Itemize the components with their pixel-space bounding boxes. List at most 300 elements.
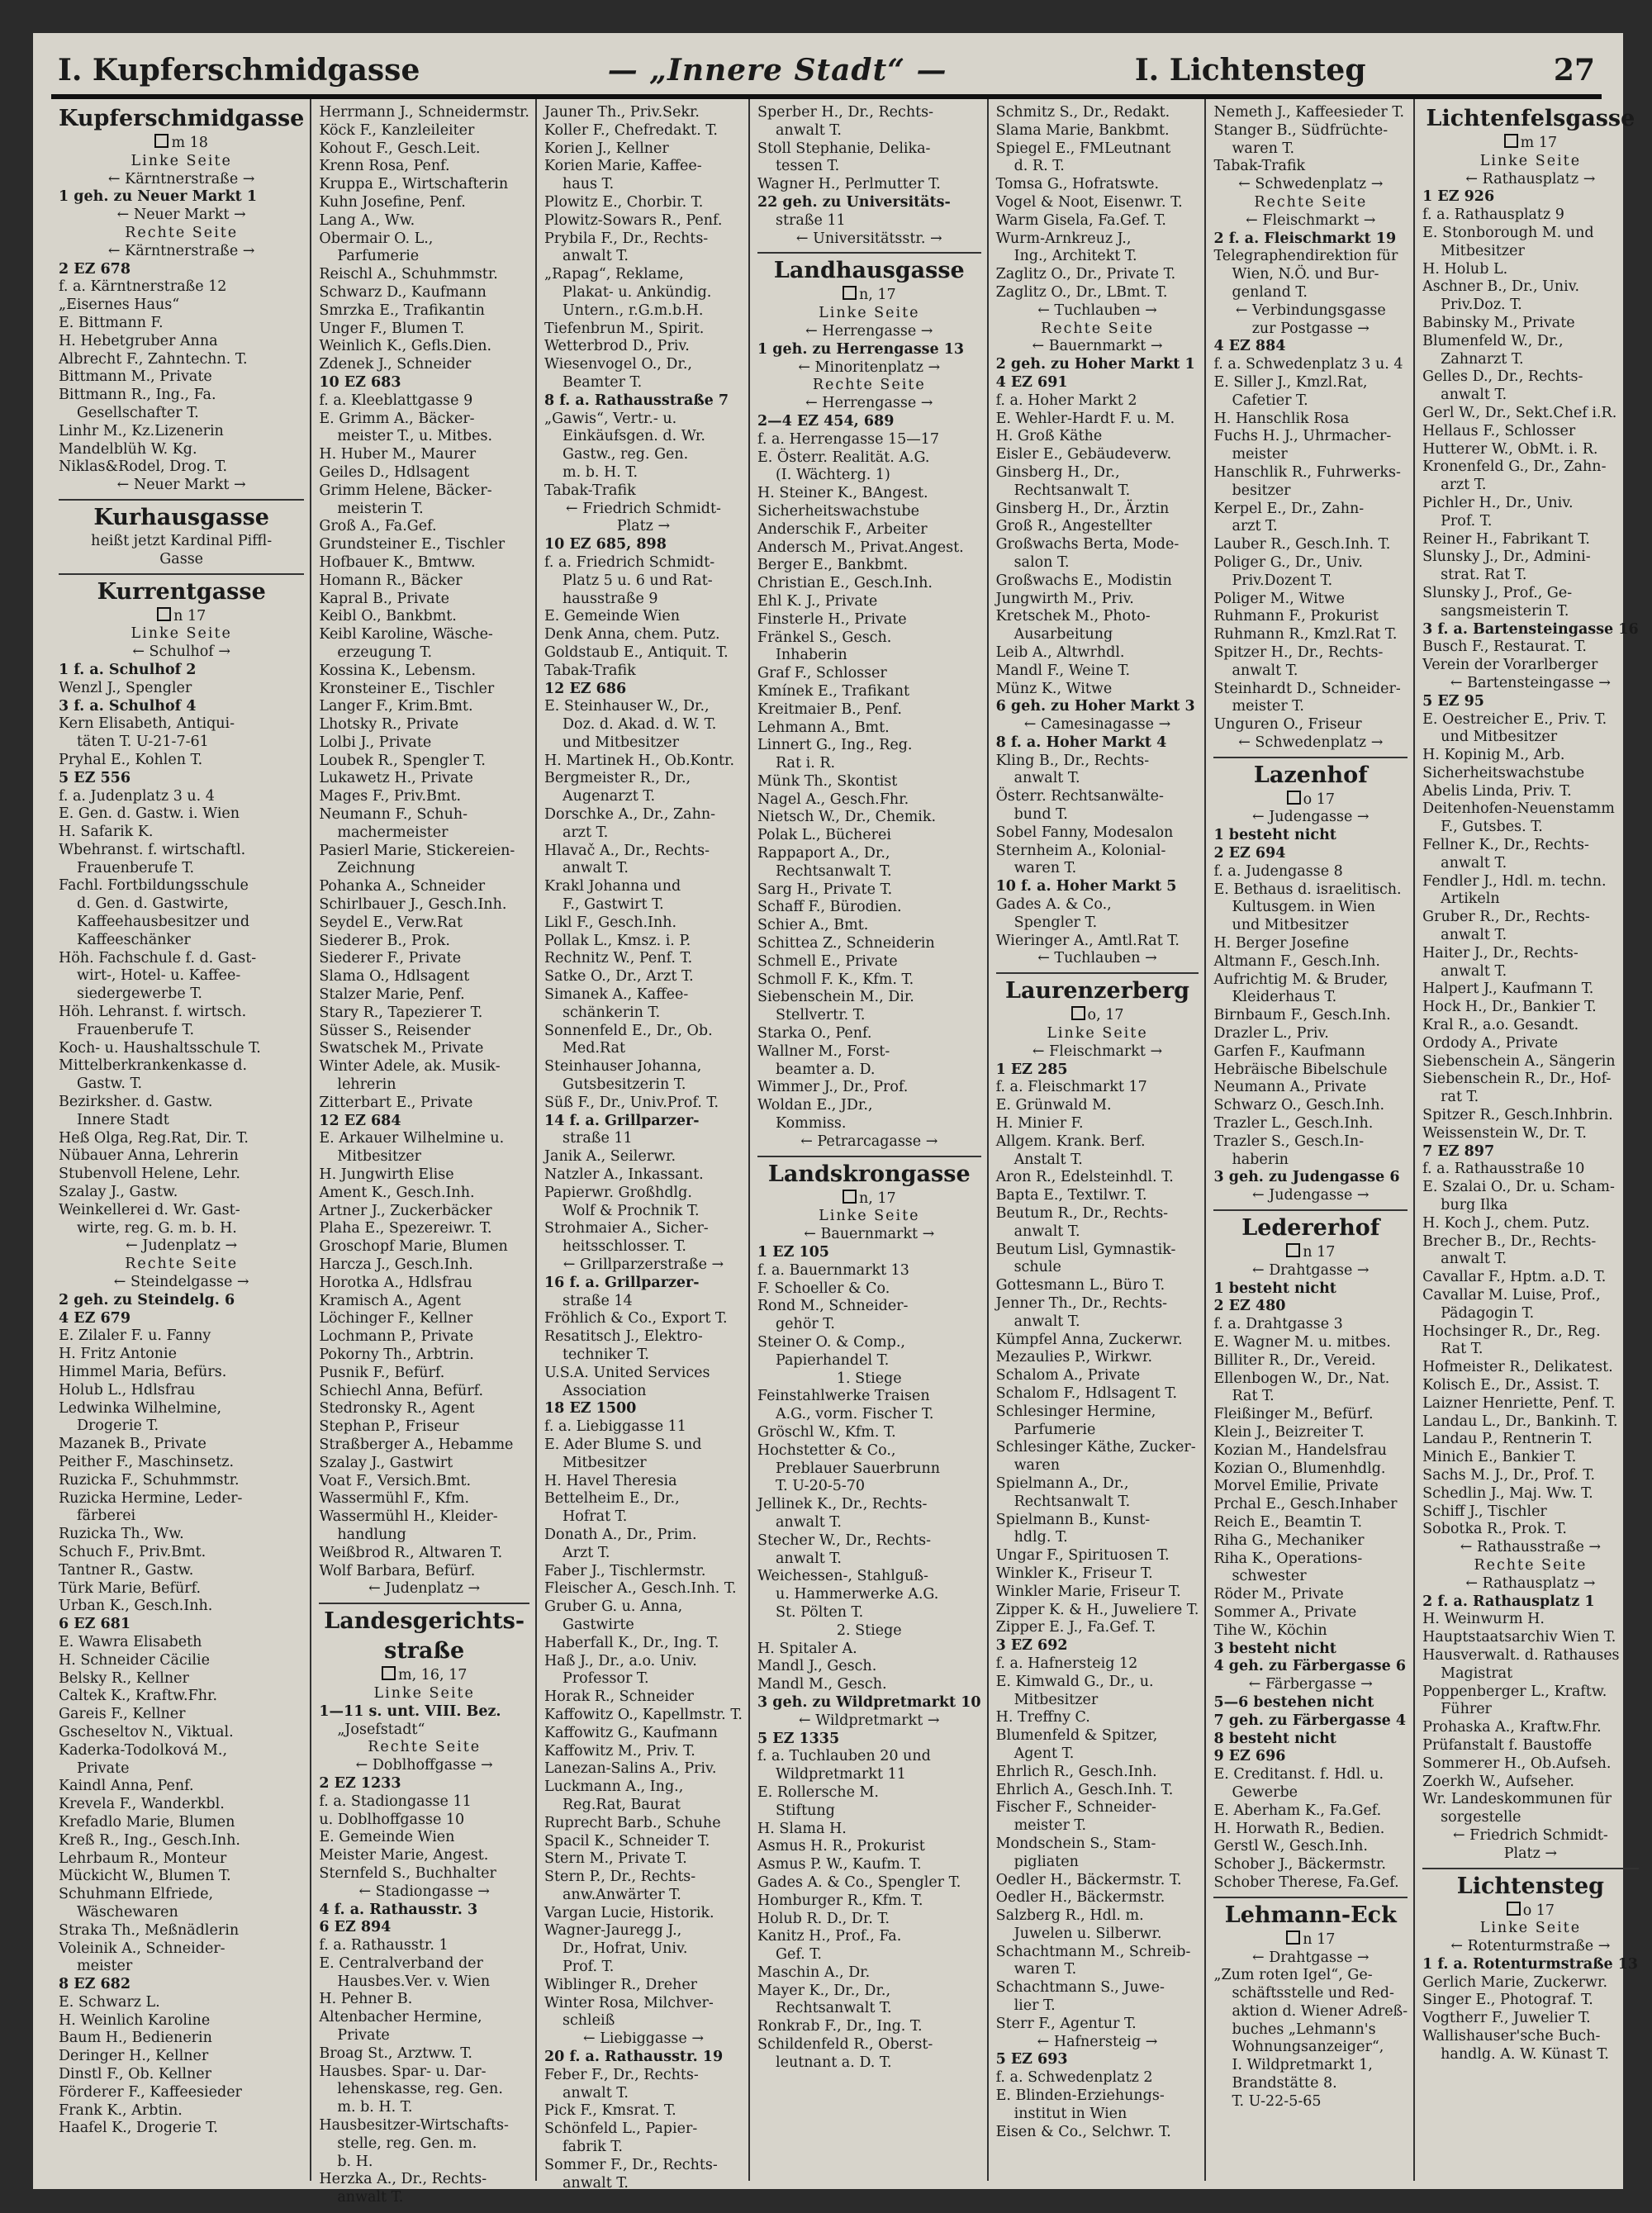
entry-continuation: sangsmeisterin T. bbox=[1441, 602, 1569, 620]
resident-entry: Starka O., Penf. bbox=[757, 1025, 872, 1042]
resident-entry: Oedler H., Bäckermstr. T. bbox=[995, 1871, 1182, 1888]
entry-continuation: Med.Rat bbox=[563, 1040, 626, 1057]
resident-entry: Vogtherr F., Juwelier T. bbox=[1422, 2010, 1591, 2027]
entry-continuation: anwalt T. bbox=[1441, 962, 1507, 980]
cross-street: ← Universitätsstr. → bbox=[795, 230, 942, 247]
resident-entry: Spiegel E., FMLeutnant bbox=[995, 140, 1171, 157]
resident-entry: Satke O., Dr., Arzt T. bbox=[544, 968, 694, 985]
entry-continuation: strat. Rat T. bbox=[1441, 567, 1527, 584]
resident-entry: Sachs M. J., Dr., Prof. T. bbox=[1422, 1466, 1596, 1484]
resident-entry: Zipper E. J., Fa.Gef. T. bbox=[995, 1619, 1156, 1636]
house-number-entry: 2 geh. zu Steindelg. 6 bbox=[59, 1291, 235, 1308]
resident-entry: E. Gemeinde Wien bbox=[544, 608, 681, 625]
entry-continuation: lehrerin bbox=[337, 1076, 396, 1094]
entry-continuation: A.G., vorm. Fischer T. bbox=[775, 1406, 934, 1423]
entry-continuation: meister T. bbox=[1014, 1817, 1087, 1835]
resident-entry: Schönfeld L., Papier- bbox=[544, 2120, 698, 2138]
resident-entry: f. a. Rathausstraße 10 bbox=[1422, 1161, 1585, 1178]
resident-entry: Ellenbogen W., Dr., Nat. bbox=[1213, 1370, 1390, 1387]
resident-entry: Wagner H., Perlmutter T. bbox=[757, 176, 941, 193]
entry-continuation: Kaffeeschänker bbox=[77, 931, 191, 948]
resident-entry: Artner J., Zuckerbäcker bbox=[319, 1202, 492, 1219]
resident-entry: Spielmann A., Dr., bbox=[995, 1475, 1129, 1492]
entry-continuation: Gewerbe bbox=[1232, 1783, 1298, 1801]
resident-entry: Cavallar M. Luise, Prof., bbox=[1422, 1287, 1601, 1304]
entry-continuation: anwalt T. bbox=[1014, 1313, 1080, 1330]
square-icon bbox=[1504, 134, 1518, 148]
resident-entry: Singer E., Photograf. T. bbox=[1422, 1992, 1593, 2009]
resident-entry: Ehl K. J., Private bbox=[757, 592, 878, 610]
resident-entry: Ginsberg H., Dr., Ärztin bbox=[995, 500, 1170, 517]
resident-entry: Schirlbauer J., Gesch.Inh. bbox=[319, 896, 507, 914]
resident-entry: Fachl. Fortbildungsschule bbox=[59, 877, 249, 895]
resident-entry: Pichler H., Dr., Univ. bbox=[1422, 494, 1574, 511]
resident-entry: Goldstaub E., Antiquit. T. bbox=[544, 643, 729, 661]
resident-entry: Lukawetz H., Private bbox=[319, 770, 473, 787]
resident-entry: Natzler A., Inkassant. bbox=[544, 1166, 704, 1184]
entry-continuation: wirt-, Hotel- u. Kaffee- bbox=[77, 967, 241, 985]
resident-entry: Ledwinka Wilhelmine, bbox=[59, 1399, 222, 1417]
resident-entry: Jauner Th., Priv.Sekr. bbox=[544, 104, 700, 121]
cross-street: ← Herrengasse → bbox=[805, 322, 933, 340]
resident-entry: Lehrbaum R., Monteur bbox=[59, 1850, 227, 1867]
side-label: Linke Seite bbox=[1047, 1025, 1148, 1042]
resident-entry: Pokorny Th., Arbtrin. bbox=[319, 1346, 474, 1363]
resident-entry: Großwachs Berta, Mode- bbox=[995, 536, 1180, 553]
resident-entry: Ruhmann R., Kmzl.Rat T. bbox=[1213, 626, 1398, 643]
entry-continuation: St. Pölten T. bbox=[775, 1603, 864, 1621]
resident-entry: Schober Therese, Fa.Gef. bbox=[1213, 1873, 1399, 1891]
cross-street: ← Verbindungsgasse bbox=[1235, 302, 1386, 319]
resident-entry: Sicherheitswachstube bbox=[757, 502, 919, 520]
cross-street: ← Färbergasse → bbox=[1248, 1676, 1373, 1693]
entry-continuation: Rechtsanwalt T. bbox=[1014, 1493, 1131, 1510]
entry-continuation: Mitbesitzer bbox=[1441, 242, 1525, 259]
cross-street: 2. Stiege bbox=[836, 1622, 902, 1639]
resident-entry: Riha G., Mechaniker bbox=[1213, 1532, 1365, 1549]
resident-entry: Schildenfeld R., Oberst- bbox=[757, 2036, 933, 2054]
resident-entry: Luckmann A., Ing., bbox=[544, 1778, 684, 1796]
house-number-entry: 16 f. a. Grillparzer- bbox=[544, 1274, 700, 1291]
resident-entry: E. Schwarz L. bbox=[59, 1993, 160, 2011]
resident-entry: Vargan Lucie, Historik. bbox=[544, 1904, 714, 1921]
resident-entry: Wolf Barbara, Befürf. bbox=[319, 1562, 476, 1579]
resident-entry: Keibl O., Bankbmt. bbox=[319, 608, 457, 625]
resident-entry: Prüfanstalt f. Baustoffe bbox=[1422, 1736, 1593, 1754]
resident-entry: Langer F., Krim.Bmt. bbox=[319, 698, 473, 715]
resident-entry: Kossina K., Lebensm. bbox=[319, 662, 477, 679]
entry-continuation: Wohnungsanzeiger“, bbox=[1232, 2039, 1384, 2056]
resident-entry: Sternfeld S., Buchhalter bbox=[319, 1864, 496, 1882]
entry-continuation: Stellvertr. T. bbox=[775, 1007, 866, 1024]
resident-entry: H. Weinlich Karoline bbox=[59, 2011, 211, 2029]
resident-entry: Kmínek E., Trafikant bbox=[757, 682, 909, 700]
resident-entry: Ruzicka Th., Ww. bbox=[59, 1526, 184, 1543]
street-title: Landskrongasse bbox=[767, 1161, 971, 1187]
house-number-entry: 1 f. a. Schulhof 2 bbox=[59, 661, 197, 678]
map-grid-ref: o, 17 bbox=[996, 1006, 1199, 1025]
entry-continuation: anwalt T. bbox=[1441, 927, 1507, 944]
cross-street: ← Schwedenplatz → bbox=[1238, 734, 1384, 751]
resident-entry: Plowitz-Sowars R., Penf. bbox=[544, 211, 723, 229]
entry-continuation: Wildpretmarkt 11 bbox=[775, 1766, 906, 1783]
resident-entry: Gades A. & Co., bbox=[995, 896, 1112, 914]
resident-entry: Ordody A., Private bbox=[1422, 1034, 1559, 1052]
house-number-entry: 6 EZ 894 bbox=[319, 1919, 392, 1936]
resident-entry: Dinstl F., Ob. Kellner bbox=[59, 2066, 211, 2083]
resident-entry: Szalay J., Gastwirt bbox=[319, 1454, 453, 1471]
resident-entry: Schober J., Bäckermstr. bbox=[1213, 1856, 1386, 1873]
entry-continuation: und Mitbesitzer bbox=[1232, 917, 1349, 934]
resident-entry: Horotka A., Hdlsfrau bbox=[319, 1274, 472, 1291]
resident-entry: Kozian O., Blumenhdlg. bbox=[1213, 1460, 1386, 1477]
resident-entry: Tabak-Trafik bbox=[544, 482, 636, 499]
entry-continuation: anwalt T. bbox=[775, 1550, 842, 1567]
entry-continuation: Drogerie T. bbox=[77, 1418, 159, 1435]
resident-entry: Kaindl Anna, Penf. bbox=[59, 1778, 194, 1795]
resident-entry: Sommer F., Dr., Rechts- bbox=[544, 2156, 718, 2173]
resident-entry: Wiesenvogel O., Dr., bbox=[544, 356, 692, 373]
resident-entry: Jenner Th., Dr., Rechts- bbox=[995, 1295, 1168, 1312]
resident-entry: Korien J., Kellner bbox=[544, 140, 669, 157]
resident-entry: Grundsteiner E., Tischler bbox=[319, 536, 506, 553]
entry-continuation: Private bbox=[337, 2027, 390, 2044]
resident-entry: Pusnik F., Befürf. bbox=[319, 1364, 445, 1381]
resident-entry: „Rapag“, Reklame, bbox=[544, 266, 684, 283]
resident-entry: Nemeth J., Kaffeesieder T. bbox=[1213, 104, 1405, 121]
entry-continuation: waren bbox=[1014, 1457, 1060, 1475]
section-divider bbox=[1213, 757, 1408, 758]
resident-entry: Krevela F., Wanderkbl. bbox=[59, 1796, 225, 1813]
resident-entry: H. Steiner K., BAngest. bbox=[757, 485, 928, 502]
resident-entry: Asmus P. W., Kaufm. T. bbox=[757, 1856, 922, 1873]
resident-entry: Klein J., Beizreiter T. bbox=[1213, 1423, 1365, 1441]
entry-continuation: anwalt T. bbox=[563, 2174, 629, 2192]
resident-entry: Tabak-Trafik bbox=[1213, 158, 1306, 175]
resident-entry: Zaglitz O., Dr., LBmt. T. bbox=[995, 283, 1168, 301]
resident-entry: f. a. Friedrich Schmidt- bbox=[544, 553, 715, 571]
resident-entry: Schedlin J., Maj. Ww. T. bbox=[1422, 1484, 1593, 1502]
resident-entry: Kolisch E., Dr., Assist. T. bbox=[1422, 1376, 1600, 1394]
resident-entry: Eisler E., Gebäudeverw. bbox=[995, 446, 1172, 463]
resident-entry: H. Jungwirth Elise bbox=[319, 1166, 454, 1184]
resident-entry: Birnbaum F., Gesch.Inh. bbox=[1213, 1007, 1391, 1024]
resident-entry: Kruppa E., Wirtschafterin bbox=[319, 176, 509, 193]
resident-entry: Berger E., Bankbmt. bbox=[757, 557, 909, 574]
house-number-entry: 10 f. a. Hoher Markt 5 bbox=[995, 878, 1177, 895]
resident-entry: Schlesinger Käthe, Zucker- bbox=[995, 1439, 1196, 1456]
resident-entry: Grimm Helene, Bäcker- bbox=[319, 482, 492, 499]
entry-continuation: T. U-22-5-65 bbox=[1232, 2092, 1322, 2110]
resident-entry: H. Weinwurm H. bbox=[1422, 1611, 1545, 1628]
resident-entry: Neumann A., Private bbox=[1213, 1079, 1367, 1096]
entry-continuation: Frauenberufe T. bbox=[77, 1021, 195, 1038]
resident-entry: Jungwirth M., Priv. bbox=[995, 590, 1134, 607]
resident-entry: Herzka A., Dr., Rechts- bbox=[319, 2171, 487, 2188]
resident-entry: Tabak-Trafik bbox=[544, 662, 636, 679]
resident-entry: Mückicht W., Blumen T. bbox=[59, 1868, 231, 1885]
house-number-entry: 8 f. a. Rathausstraße 7 bbox=[544, 392, 729, 409]
house-number-entry: 2 EZ 694 bbox=[1213, 845, 1286, 862]
resident-entry: f. a. Herrengasse 15—17 bbox=[757, 430, 940, 448]
resident-entry: E. Wagner M. u. mitbes. bbox=[1213, 1334, 1391, 1351]
cross-street: ← Wildpretmarkt → bbox=[799, 1712, 940, 1729]
resident-entry: Krakl Johanna und bbox=[544, 878, 681, 895]
resident-entry: H. Martinek H., Ob.Kontr. bbox=[544, 752, 735, 769]
entry-continuation: Zahnarzt T. bbox=[1441, 350, 1524, 368]
resident-entry: Likl F., Gesch.Inh. bbox=[544, 914, 677, 931]
resident-entry: Schuch F., Priv.Bmt. bbox=[59, 1543, 206, 1560]
resident-entry: Linhr M., Kz.Lizenerin bbox=[59, 422, 224, 439]
resident-entry: H. Kopinig M., Arb. bbox=[1422, 747, 1565, 764]
resident-entry: Gerstl W., Gesch.Inh. bbox=[1213, 1838, 1368, 1855]
resident-entry: Hochsinger R., Dr., Reg. bbox=[1422, 1323, 1601, 1340]
entry-continuation: Plakat- u. Ankündig. bbox=[563, 283, 712, 301]
entry-continuation: anwalt T. bbox=[1232, 662, 1298, 679]
resident-entry: Meister Marie, Angest. bbox=[319, 1847, 489, 1864]
resident-entry: Aron R., Edelsteinhdl. T. bbox=[995, 1169, 1174, 1186]
resident-entry: E. Siller J., Kmzl.Rat, bbox=[1213, 373, 1368, 391]
resident-entry: E. Grünwald M. bbox=[995, 1097, 1112, 1114]
entry-continuation: Wäschewaren bbox=[77, 1903, 178, 1921]
entry-continuation: m. b. H. T. bbox=[337, 2099, 413, 2116]
resident-entry: Vogel & Noot, Eisenwr. T. bbox=[995, 193, 1183, 211]
resident-entry: Ruzicka Hermine, Leder- bbox=[59, 1489, 243, 1507]
resident-entry: Stoll Stephanie, Delika- bbox=[757, 140, 931, 157]
resident-entry: Wagner-Jauregg J., bbox=[544, 1922, 682, 1940]
entry-continuation: anwalt T. bbox=[563, 2084, 629, 2101]
map-grid-ref: n 17 bbox=[1213, 1243, 1408, 1262]
house-number-entry: 12 EZ 684 bbox=[319, 1112, 401, 1129]
resident-entry: Weichessen-, Stahlguß- bbox=[757, 1568, 928, 1585]
entry-continuation: sorgestelle bbox=[1441, 1809, 1521, 1826]
house-number-entry: 20 f. a. Rathausstr. 19 bbox=[544, 2049, 724, 2066]
cross-street: ← Bauernmarkt → bbox=[804, 1226, 935, 1243]
side-label: Linke Seite bbox=[1479, 152, 1582, 169]
resident-entry: Gröschl W., Kfm. T. bbox=[757, 1423, 896, 1441]
resident-entry: Schiechl Anna, Befürf. bbox=[319, 1382, 484, 1399]
resident-entry: Stecher W., Dr., Rechts- bbox=[757, 1532, 932, 1549]
resident-entry: Telegraphendirektion für bbox=[1213, 248, 1398, 265]
house-number-entry: 5 EZ 1335 bbox=[757, 1730, 840, 1747]
resident-entry: Weissenstein W., Dr. T. bbox=[1422, 1124, 1587, 1142]
resident-entry: Nübauer Anna, Lehrerin bbox=[59, 1147, 239, 1165]
resident-entry: f. a. Hoher Markt 2 bbox=[995, 392, 1137, 409]
entry-continuation: salon T. bbox=[1014, 553, 1070, 571]
house-number-entry: 10 EZ 685, 898 bbox=[544, 536, 667, 553]
resident-entry: Bergmeister R., Dr., bbox=[544, 770, 691, 787]
house-number-entry: 4 EZ 884 bbox=[1213, 338, 1286, 355]
resident-entry: Eisen & Co., Selchwr. T. bbox=[995, 2123, 1171, 2140]
resident-entry: Maschin A., Dr. bbox=[757, 1964, 871, 1981]
house-number-entry: 3 f. a. Schulhof 4 bbox=[59, 697, 197, 715]
map-grid-ref: n 17 bbox=[59, 607, 304, 626]
entry-continuation: Untern., r.G.m.b.H. bbox=[563, 302, 704, 319]
entry-continuation: Rechtsanwalt T. bbox=[1014, 482, 1131, 499]
entry-continuation: d. R. T. bbox=[1014, 158, 1065, 175]
resident-entry: Szalay J., Gastw. bbox=[59, 1184, 178, 1201]
cross-street: ← Minoritenplatz → bbox=[798, 359, 941, 376]
section-divider bbox=[59, 499, 304, 501]
entry-continuation: Kultusgem. in Wien bbox=[1232, 899, 1375, 916]
resident-entry: Nagel A., Gesch.Fhr. bbox=[757, 791, 909, 808]
entry-continuation: Parfumerie bbox=[1014, 1421, 1096, 1438]
resident-entry: Sperber H., Dr., Rechts- bbox=[757, 104, 934, 121]
entry-continuation: Preblauer Sauerbrunn bbox=[775, 1460, 941, 1477]
resident-entry: Stanger B., Südfrüchte- bbox=[1213, 121, 1389, 139]
street-title: straße bbox=[384, 1638, 465, 1664]
entry-continuation: wirte, reg. G. m. b. H. bbox=[77, 1219, 237, 1237]
resident-entry: Ungar F., Spirituosen T. bbox=[995, 1547, 1170, 1565]
resident-entry: Weißbrod R., Altwaren T. bbox=[319, 1544, 503, 1561]
resident-entry: Wassermühl F., Kfm. bbox=[319, 1490, 470, 1508]
entry-continuation: Beamter T. bbox=[563, 373, 643, 391]
resident-entry: H. Hebetgruber Anna bbox=[59, 332, 218, 349]
resident-entry: Blumenfeld W., Dr., bbox=[1422, 332, 1564, 349]
resident-entry: Steinhauser Johanna, bbox=[544, 1058, 702, 1076]
resident-entry: Poliger M., Witwe bbox=[1213, 590, 1345, 607]
resident-entry: f. a. Fleischmarkt 17 bbox=[995, 1079, 1147, 1096]
house-number-entry: 5 EZ 556 bbox=[59, 769, 131, 786]
entry-continuation: handlung bbox=[337, 1526, 406, 1543]
section-divider bbox=[1213, 1897, 1408, 1898]
entry-continuation: gehör T. bbox=[775, 1316, 835, 1333]
cross-street: ← Steindelgasse → bbox=[113, 1274, 249, 1291]
resident-entry: Wimmer J., Dr., Prof. bbox=[757, 1079, 909, 1096]
resident-entry: Unguren O., Friseur bbox=[1213, 716, 1362, 734]
column-2 bbox=[310, 99, 535, 2206]
resident-entry: Winter Adele, ak. Musik- bbox=[319, 1058, 501, 1076]
entry-continuation: Rat T. bbox=[1232, 1388, 1275, 1405]
resident-entry: f. a. Rathausplatz 9 bbox=[1422, 207, 1564, 224]
resident-entry: Drazler L., Priv. bbox=[1213, 1025, 1329, 1042]
resident-entry: Altmann F., Gesch.Inh. bbox=[1213, 952, 1380, 970]
house-number-entry: 2 f. a. Fleischmarkt 19 bbox=[1213, 230, 1397, 247]
column-1 bbox=[51, 99, 310, 2181]
entry-continuation: hausstraße 9 bbox=[563, 590, 658, 607]
house-number-entry: 6 geh. zu Hoher Markt 3 bbox=[995, 698, 1195, 715]
house-number-entry: 18 EZ 1500 bbox=[544, 1400, 637, 1418]
entry-continuation: meister T. bbox=[1232, 698, 1304, 715]
resident-entry: Kaffowitz G., Kaufmann bbox=[544, 1724, 718, 1741]
column-7 bbox=[1413, 99, 1644, 2181]
entry-continuation: (I. Wächterg. 1) bbox=[775, 467, 890, 484]
resident-entry: Hofbauer K., Bmtww. bbox=[319, 553, 476, 571]
resident-entry: Kreitmaier B., Penf. bbox=[757, 700, 902, 718]
house-number-entry: 5 EZ 693 bbox=[995, 2051, 1068, 2068]
entry-continuation: handlg. A. W. Künast T. bbox=[1441, 2045, 1609, 2063]
entry-continuation: Mitbesitzer bbox=[1014, 1691, 1099, 1708]
street-title: Lichtensteg bbox=[1456, 1873, 1605, 1899]
entry-continuation: aktion d. Wiener Adreß- bbox=[1232, 2002, 1408, 2020]
resident-entry: Kaderka-Todolková M., bbox=[59, 1741, 228, 1759]
resident-entry: Kral R., a.o. Gesandt. bbox=[1422, 1017, 1579, 1034]
entry-continuation: Pädagogin T. bbox=[1441, 1304, 1535, 1322]
resident-entry: Stedronsky R., Agent bbox=[319, 1400, 475, 1418]
resident-entry: Ruhmann F., Prokurist bbox=[1213, 608, 1379, 625]
resident-entry: Babinsky M., Private bbox=[1422, 314, 1575, 331]
entry-continuation: waren T. bbox=[1014, 860, 1077, 877]
entry-continuation: waren T. bbox=[1014, 1961, 1077, 1978]
resident-entry: Baum H., Bedienerin bbox=[59, 2030, 212, 2047]
resident-entry: Harcza J., Gesch.Inh. bbox=[319, 1256, 473, 1273]
resident-entry: Koller F., Chefredakt. T. bbox=[544, 121, 718, 139]
resident-entry: Beutum R., Dr., Rechts- bbox=[995, 1205, 1169, 1223]
map-grid-ref: o 17 bbox=[1422, 1902, 1638, 1921]
resident-entry: Hauptstaatsarchiv Wien T. bbox=[1422, 1629, 1616, 1646]
resident-entry: Höh. Lehranst. f. wirtsch. bbox=[59, 1004, 247, 1021]
resident-entry: Schmell E., Private bbox=[757, 952, 898, 970]
resident-entry: Haß J., Dr., a.o. Univ. bbox=[544, 1652, 697, 1669]
resident-entry: Faber J., Tischlermstr. bbox=[544, 1562, 706, 1579]
entry-continuation: lier T. bbox=[1014, 1997, 1056, 2015]
entry-continuation: Parfumerie bbox=[337, 248, 420, 265]
resident-entry: Bettelheim E., Dr., bbox=[544, 1490, 680, 1508]
resident-entry: Plaha E., Spezereiwr. T. bbox=[319, 1220, 492, 1237]
resident-entry: E. Bethaus d. israelitisch. bbox=[1213, 881, 1402, 898]
resident-entry: U.S.A. United Services bbox=[544, 1364, 710, 1381]
cross-street: ← Herrengasse → bbox=[805, 395, 933, 412]
street-title: Landhausgasse bbox=[773, 258, 965, 284]
resident-entry: Hausverwalt. d. Rathauses bbox=[1422, 1646, 1620, 1664]
resident-entry: Schuhmann Elfriede, bbox=[59, 1886, 214, 1903]
house-number-entry: 3 geh. zu Wildpretmarkt 10 bbox=[757, 1693, 981, 1711]
entry-continuation: Gastwirte bbox=[563, 1616, 634, 1633]
cross-street: ← Neuer Markt → bbox=[116, 477, 246, 494]
resident-entry: Hanschlik R., Fuhrwerks- bbox=[1213, 463, 1401, 481]
resident-entry: Strohmaier A., Sicher- bbox=[544, 1220, 709, 1237]
house-number-entry: 5—6 bestehen nicht bbox=[1213, 1693, 1374, 1711]
resident-entry: Siederer B., Prok. bbox=[319, 932, 450, 949]
entry-continuation: Gutsbesitzerin T. bbox=[563, 1076, 686, 1094]
street-title: Laurenzerberg bbox=[1004, 978, 1190, 1004]
resident-entry: Lehmann A., Bmt. bbox=[757, 719, 890, 736]
side-label: Linke Seite bbox=[819, 305, 920, 322]
entry-continuation: schule bbox=[1014, 1259, 1061, 1276]
entry-continuation: I. Wildpretmarkt 1, bbox=[1232, 2057, 1373, 2074]
cross-street: ← Camesinagasse → bbox=[1023, 716, 1171, 734]
resident-entry: Schachtmann S., Juwe- bbox=[995, 1979, 1165, 1997]
resident-entry: Gscheseltov N., Viktual. bbox=[59, 1723, 234, 1740]
entry-continuation: Doz. d. Akad. d. W. T. bbox=[563, 716, 717, 734]
resident-entry: Slama O., Hdlsagent bbox=[319, 968, 470, 985]
resident-entry: Holub L., Hdlsfrau bbox=[59, 1381, 196, 1399]
square-icon bbox=[157, 607, 171, 621]
resident-entry: Himmel Maria, Befürs. bbox=[59, 1364, 227, 1380]
resident-entry: Papierwr. Großhdlg. bbox=[544, 1184, 692, 1201]
cross-street: ← Kärntnerstraße → bbox=[107, 170, 255, 188]
resident-entry: Ronkrab F., Dr., Ing. T. bbox=[757, 2018, 923, 2035]
column-5 bbox=[987, 99, 1205, 2181]
resident-entry: Trazler S., Gesch.In- bbox=[1213, 1133, 1365, 1150]
section-divider bbox=[996, 972, 1199, 974]
resident-entry: Kern Elisabeth, Antiqui- bbox=[59, 715, 235, 733]
cross-street: ← Fleischmarkt → bbox=[1246, 211, 1376, 229]
resident-entry: Slunsky J., Dr., Admini- bbox=[1422, 549, 1591, 566]
entry-continuation: Arzt T. bbox=[563, 1544, 610, 1561]
resident-entry: f. a. Kärntnerstraße 12 bbox=[59, 278, 227, 296]
section-divider bbox=[757, 252, 981, 254]
resident-entry: Schwarz D., Kaufmann bbox=[319, 283, 487, 301]
resident-entry: H. Safarik K. bbox=[59, 824, 154, 841]
street-title: Lazenhof bbox=[1253, 762, 1368, 788]
resident-entry: f. a. Tuchlauben 20 und bbox=[757, 1748, 931, 1765]
resident-entry: Kaffowitz O., Kapellmstr. T. bbox=[544, 1706, 743, 1723]
entry-continuation: anwalt T. bbox=[1441, 854, 1507, 871]
resident-entry: Morvel Emilie, Private bbox=[1213, 1478, 1379, 1495]
entry-continuation: schwester bbox=[1232, 1568, 1307, 1585]
resident-entry: Trazler L., Gesch.Inh. bbox=[1213, 1115, 1374, 1133]
